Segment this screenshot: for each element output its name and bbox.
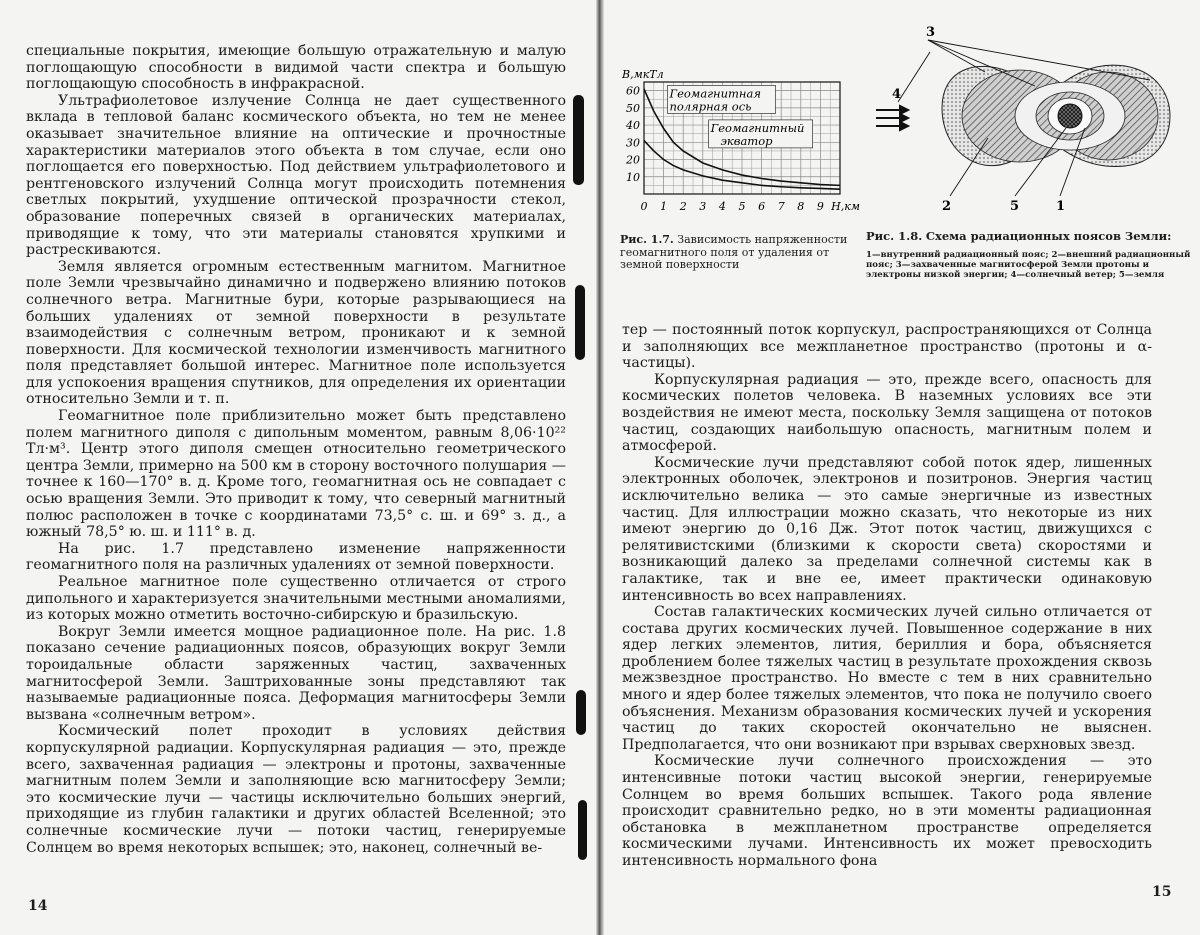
y-tick-label: 40 [625,119,640,132]
earth [1058,104,1082,128]
y-tick-label: 60 [626,85,640,98]
paragraph: Корпускулярная радиация — это, прежде всего, опасность для космических полетов человека. В наземных условиях все эти воздействия не имеют места, поскольку Земля защищена от потоков частиц, создающих наибольшую опасность, магнитным полем и атмосферой. [622,372,1152,455]
page-number: 14 [28,898,47,914]
x-tick-label: 3 [699,200,706,213]
x-tick-label: 1 [660,200,667,213]
paragraph: Состав галактических космических лучей сильно отличается от состава других космических лучей. Повышенное содержание в них ядер легких элементов, лития, бериллия и бора, объясняется дроблением более тяжелых частиц в результате прохождения сквозь межзвездное пространство. Но вместе с тем в них сравнительно много и ядер более тяжелых элементов, что пока не получило своего объяснения. Механизм образования космических лучей и ускорения частиц до таких скоростей окончательно не выяснен. Предполагается, что они возникают при взрывах сверхновых звезд. [622,604,1152,753]
caption-text: Схема радиационных поясов Земли: [926,229,1172,243]
caption-label: Рис. 1.7. [620,233,674,246]
paragraph: На рис. 1.7 представлено изменение напряженности геомагнитного поля на различных удалениях от земной поверхности. [26,541,566,574]
x-tick-label: 2 [679,200,687,213]
figure-1-7-caption [620,234,848,272]
y-axis-label: B,мкТл [621,68,664,81]
y-tick-label: 10 [626,171,640,184]
annotation-label: Геомагнитный [710,121,805,135]
paragraph: Космические лучи представляют собой поток ядер, лишенных электронных оболочек, электронов и позитронов. Энергия частиц исключительно велика — это самые энергичные из известных частиц. Для иллюстрации можно сказать, что некоторые из них имеют энергию до 0,16 Дж. Этот поток частиц, движущихся с релятивистскими (близкими к скорости света) скоростями и возникающий далеко за пределами солнечной системы как в галактике, так и вне ее, имеет практически одинаковую интенсивность во всех направлениях. [622,455,1152,604]
paragraph: Реальное магнитное поле существенно отличается от строго дипольного и характеризуется значительными местными аномалиями, из которых можно отметить восточно-сибирскую и бразильскую. [26,574,566,624]
x-tick-label: 7 [778,200,785,213]
y-tick-label: 30 [626,136,640,149]
figure-1-8-diagram [870,20,1190,220]
paragraph: Ультрафиолетовое излучение Солнца не дает существенного вклада в тепловой баланс космического объекта, но тем не менее оказывает значительное влияние на оптические и прочностные характеристики материалов этого объекта в том случае, если оно поглощается его поверхностью. Под действием ультрафиолетового и рентгеновского излучений Солнца могут происходить потемнения светлых покрытий, ухудшение оптической прозрачности стекол, образование поперечных связей в органических материалах, приводящие к тому, что эти материалы становятся хрупкими и растрескиваются. [26,93,566,259]
x-tick-label: 4 [718,200,726,213]
paragraph: Космические лучи солнечного происхождения — это интенсивные потоки частиц высокой энергии, генерируемые Солнцем во время больших вспышек. Такого рода явление происходит сравнительно редко, но в эти моменты радиационная обстановка в межпланетном пространстве определяется космическими лучами. Интенсивность их может превосходить интенсивность нормального фона [622,753,1152,869]
figure-1-8-caption [866,230,1196,243]
label-3: 3 [926,25,935,40]
paragraph: Космический полет проходит в условиях действия корпускулярной радиации. Корпускулярная радиация — это, прежде всего, захваченная радиация — электроны и протоны, захваченные магнитным полем Земли и заполняющие всю магнитосферу Земли; это космические лучи — частицы исключительно больших энергий, приходящие из глубин галактики и других областей Вселенной; это солнечные космические лучи — потоки частиц, генерируемые Солнцем во время некоторых вспышек; это, наконец, солнечный ве- [26,723,566,856]
scan-artifact [578,800,587,860]
x-axis-label: H,км [830,200,860,213]
figure-1-8-legend: 1—внутренний радиационный пояс; 2—внешний радиационный пояс; 3—захваченные магнитосферой Земли протоны и электроны низкой энергии; 4—солнечный ветер; 5—земля [866,250,1196,280]
right-page-text [622,322,1152,870]
annotation-label: экватор [720,134,773,148]
solar-wind-arrows [876,106,908,130]
scan-artifact [573,95,584,185]
left-page-text [26,43,566,856]
paragraph: Геомагнитное поле приблизительно может быть представлено полем магнитного диполя с дипольным моментом, равным 8,06·10²² Тл·м³. Центр этого диполя смещен относительно геометрического центра Земли, примерно на 500 км в сторону восточного полушария — точнее к 160—170° в. д. Кроме того, геомагнитная ось не совпадает с осью вращения Земли. Это приводит к тому, что северный магнитный полюс расположен в точке с координатами 73,5° с. ш. и 69° з. д., а южный 78,5° ю. ш. и 111° в. д. [26,408,566,541]
scan-artifact [576,690,586,735]
paragraph: специальные покрытия, имеющие большую отражательную и малую поглощающую способности в видимой части спектра и большую поглощающую способность в инфракрасной. [26,43,566,93]
label-5: 5 [1010,199,1019,214]
right-page [602,0,1200,935]
label-2: 2 [942,199,951,214]
figure-1-7-chart [616,66,856,228]
label-4: 4 [892,87,901,102]
scan-artifact [575,285,585,360]
paragraph: Вокруг Земли имеется мощное радиационное поле. На рис. 1.8 показано сечение радиационных поясов, образующих вокруг Земли тороидальные области заряженных частиц, захваченных магнитосферой Земли. Заштрихованные зоны представляют так называемые радиационные пояса. Деформация магнитосферы Земли вызвана «солнечным ветром». [26,624,566,724]
x-tick-label: 5 [739,200,746,213]
paragraph: тер — постоянный поток корпускул, распространяющихся от Солнца и заполняющих все межпланетное пространство (протоны и α-частицы). [622,322,1152,372]
x-tick-label: 0 [641,200,648,213]
x-tick-label: 8 [797,200,804,213]
caption-text: Зависимость напряженности геомагнитного поля от удаления от земной поверхности [620,233,847,271]
y-tick-label: 50 [626,102,640,115]
annotation-label: Геомагнитная [668,86,760,100]
page-number: 15 [1152,884,1171,900]
left-page [0,0,598,935]
x-tick-label: 6 [758,200,765,213]
label-1: 1 [1056,199,1065,214]
annotation-label: полярная ось [669,99,751,113]
y-tick-label: 20 [625,154,640,167]
caption-label: Рис. 1.8. [866,229,922,243]
paragraph: Земля является огромным естественным магнитом. Магнитное поле Земли чрезвычайно динамично и подвержено влиянию потоков солнечного ветра. Магнитные бури, которые разрывающиеся на больших удалениях от земной поверхности в результате взаимодействия с солнечным ветром, проникают и к земной поверхности. Для космической технологии изменчивость магнитного поля представляет большой интерес. Магнитное поле используется для успокоения вращения спутников, для определения их ориентации относительно Земли и т. п. [26,259,566,408]
x-tick-label: 9 [817,200,824,213]
